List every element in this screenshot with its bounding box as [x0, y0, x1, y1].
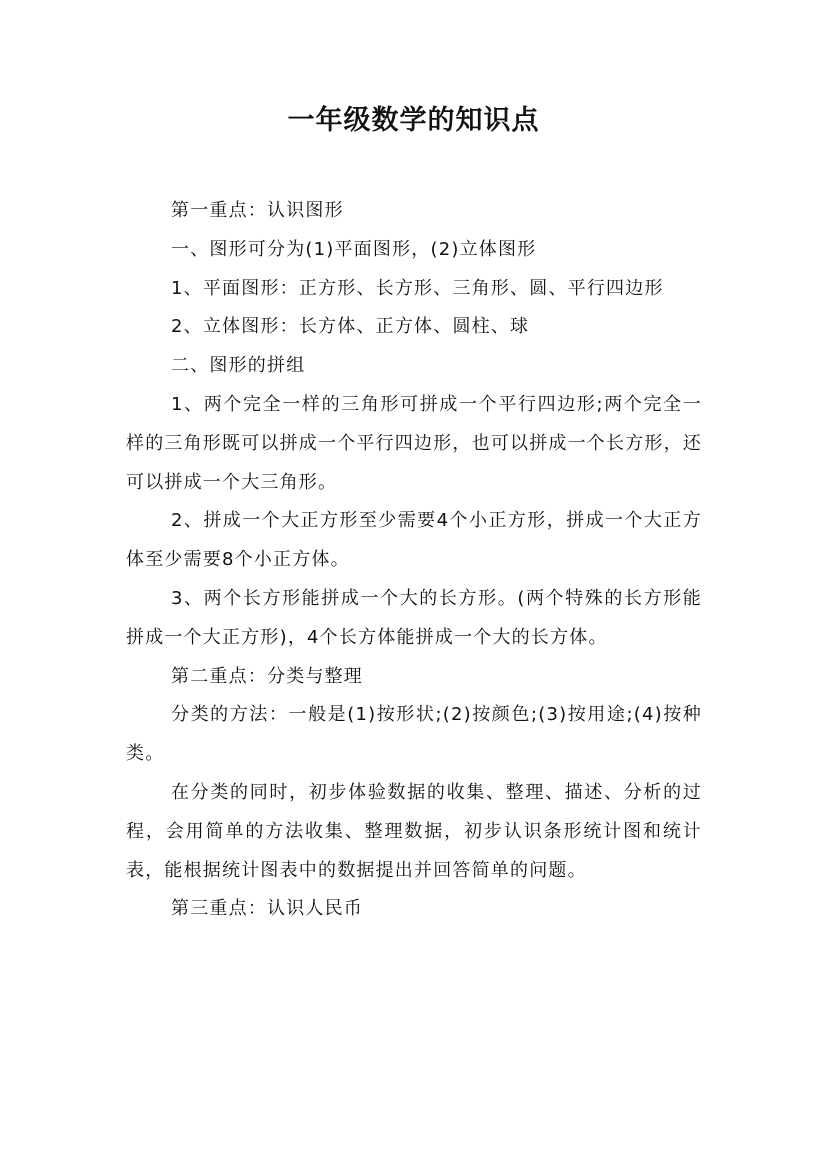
section-heading-3: 第三重点：认识人民币 [171, 898, 363, 920]
paragraph: 2、立体图形：长方体、正方体、圆柱、球 [171, 316, 530, 338]
section-heading-2: 第二重点：分类与整理 [171, 665, 363, 687]
paragraph: 一、图形可分为(1)平面图形，(2)立体图形 [171, 238, 537, 260]
document-body [126, 192, 702, 929]
paragraph: 在分类的同时，初步体验数据的收集、整理、描述、分析的过程，会用简单的方法收集、整理数据，初步认识条形统计图和统计表，能根据统计图表中的数据提出并回答简单的问题。 [126, 781, 702, 881]
paragraph: 分类的方法：一般是(1)按形状;(2)按颜色;(3)按用途;(4)按种类。 [126, 704, 702, 765]
paragraph: 2、拼成一个大正方形至少需要4个小正方形，拼成一个大正方体至少需要8个小正方体。 [126, 510, 702, 571]
section-heading-1: 第一重点：认识图形 [171, 200, 344, 221]
paragraph: 1、两个完全一样的三角形可拼成一个平行四边形;两个完全一样的三角形既可以拼成一个平行四边形，也可以拼成一个长方形，还可以拼成一个大三角形。 [126, 393, 702, 493]
paragraph: 1、平面图形：正方形、长方形、三角形、圆、平行四边形 [171, 277, 664, 299]
paragraph: 3、两个长方形能拼成一个大的长方形。(两个特殊的长方形能拼成一个大正方形)，4个长方体能拼成一个大的长方体。 [126, 587, 702, 648]
document-title: 一年级数学的知识点 [287, 105, 540, 136]
paragraph: 二、图形的拼组 [171, 355, 306, 377]
